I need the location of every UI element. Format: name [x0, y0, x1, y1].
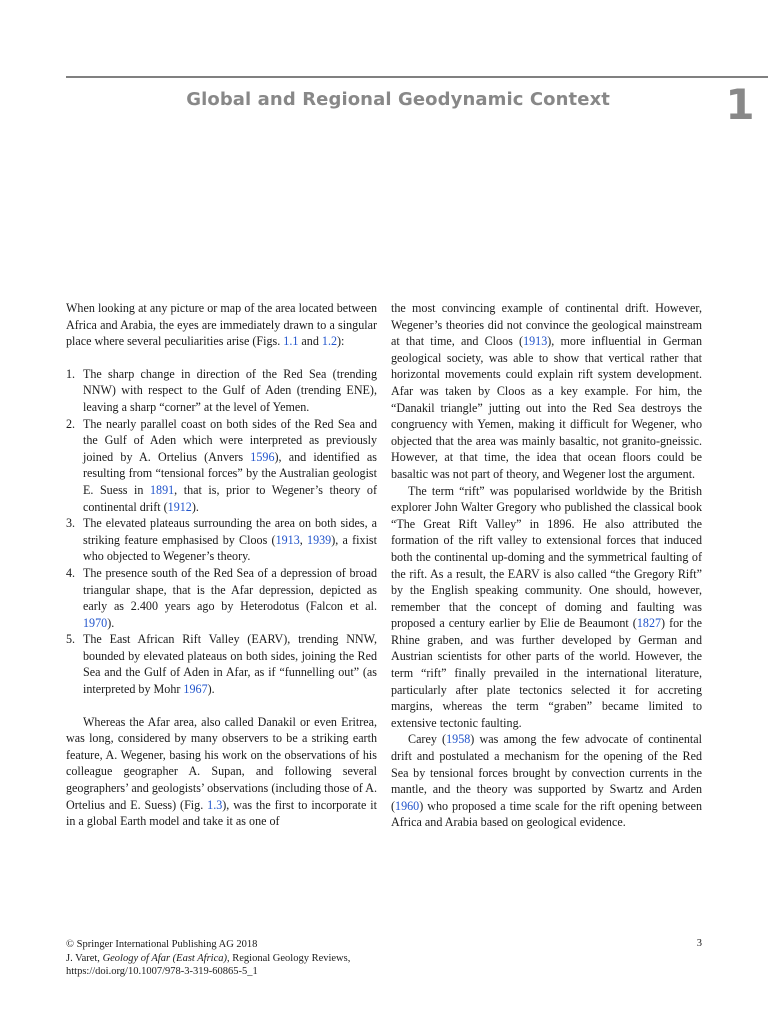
citation-link[interactable]: 1960	[395, 798, 420, 813]
list-item: 3. The elevated plateaus surrounding the area on both sides, a striking feature emphasised by Cloos (1913, 1939), a fixist who objected to Wegener’s theory.	[66, 516, 378, 564]
chapter-title: Global and Regional Geodynamic Context	[186, 89, 610, 110]
list-item: 1. The sharp change in direction of the Red Sea (trending NNW) with respect to the Gulf of Aden (trending ENE), leaving a sharp “corner” at the level of Yemen.	[66, 366, 377, 414]
citation-link[interactable]: 1891	[149, 482, 175, 497]
body-paragraph: the most convincing example of continental drift. However, Wegener’s theories did not convince the geological mainstream at that time, and Cloos (1913), more influential in German geological society, was able to show that vertical rather that horizontal movements could explain rift system development. Afar was taken by Cloos as a key example. For him, the “Danakil triangle” jutting out into the Red Sea destroys the congruency with Yemen, making it difficult for Wegener, who objected that the area was mainly basaltic, not granito-gneissic. However, at that time, the idea that ocean floors could be basaltic was not part of theory, and Wegener lost the argument.	[391, 301, 703, 481]
list-item: 4. The presence south of the Red Sea of a depression of broad triangular shape, that is the Afar depression, depicted as early as 2.400 years ago by Heterodotus (Falcon et al. 1970).	[66, 565, 377, 630]
footer-citation	[66, 938, 406, 979]
citation-link[interactable]: 1913	[523, 334, 548, 349]
citation-link[interactable]: 1827	[636, 616, 662, 631]
figure-link[interactable]: 1.3	[207, 797, 223, 812]
citation-link[interactable]: 1912	[167, 499, 192, 514]
body-paragraph: The term “rift” was popularised worldwide by the British explorer John Walter Gregory who published the classical book “The Great Rift Valley” in 1896. He also attributed the formation of the rift valley to extensional forces that induced both the continental up-doming and the symmetrical faulting of the rift. As a result, the EARV is also called “the Gregory Rift” by the English speaking community. One should, however, remember that the concept of doming and faulting was proposed a century earlier by Elie de Beaumont (1827) for the Rhine graben, and was further developed by German and Austrian scientists for other parts of the world. However, the term “rift” finally prevailed in the international literature, particularly after plate tectonics selected it for accreting margins, whereas the term “graben” became limited to extensive tectonic faulting.	[391, 483, 703, 730]
citation-link[interactable]: 1939	[307, 532, 332, 547]
citation-line: J. Varet, Geology of Afar (East Africa), Regional Geology Reviews,	[66, 952, 351, 964]
right-column	[391, 300, 702, 831]
list-item: 2. The nearly parallel coast on both sides of the Red Sea and the Gulf of Aden which were interpreted as previously joined by A. Ortelius (Anvers 1596), and identified as resulting from “tensional forces” by the Australian geologist E. Suess in 1891, that is, prior to Wegener’s theory of continental drift (1912).	[66, 416, 378, 514]
copyright-line: © Springer International Publishing AG 2018	[66, 939, 258, 950]
peculiarities-list	[66, 366, 377, 698]
doi-link[interactable]: https://doi.org/10.1007/978-3-319-60865-5_1	[66, 966, 258, 978]
header-rule	[66, 76, 768, 78]
left-column	[66, 300, 377, 830]
page-number: 3	[696, 938, 702, 949]
citation-link[interactable]: 1967	[183, 682, 208, 697]
citation-link[interactable]: 1970	[83, 615, 108, 630]
chapter-number: 1	[725, 80, 755, 129]
citation-link[interactable]: 1958	[446, 732, 471, 747]
list-item: 5. The East African Rift Valley (EARV), trending NNW, bounded by elevated plateaus on both sides, joining the Red Sea and the Gulf of Aden in Afar, as if “funnelling out” (as interpreted by Mohr 1967).	[66, 632, 377, 697]
citation-link[interactable]: 1596	[250, 449, 275, 464]
intro-paragraph: When looking at any picture or map of the area located between Africa and Arabia, the eyes are immediately drawn to a singular place where several peculiarities arise (Figs. 1.1 and 1.2):	[66, 301, 377, 349]
figure-link[interactable]: 1.2	[321, 334, 338, 349]
body-paragraph: Carey (1958) was among the few advocate of continental drift and postulated a mechanism for the opening of the Red Sea by tensional forces brought by convection currents in the mantle, and the theory was supported by Swartz and Arden (1960) who proposed a time scale for the rift opening between Africa and Arabia based on geological evidence.	[391, 732, 702, 830]
citation-link[interactable]: 1913	[275, 532, 300, 547]
body-paragraph: Whereas the Afar area, also called Danakil or even Eritrea, was long, considered by many observers to be a striking earth feature, A. Wegener, basing his work on the observations of his colleague geographer A. Supan, and following several geographers’ and geologists’ observations (including those of A. Ortelius and E. Suess) (Fig. 1.3), was the first to incorporate it in a global Earth model and take it as one of	[66, 714, 378, 829]
figure-link[interactable]: 1.1	[283, 334, 299, 349]
